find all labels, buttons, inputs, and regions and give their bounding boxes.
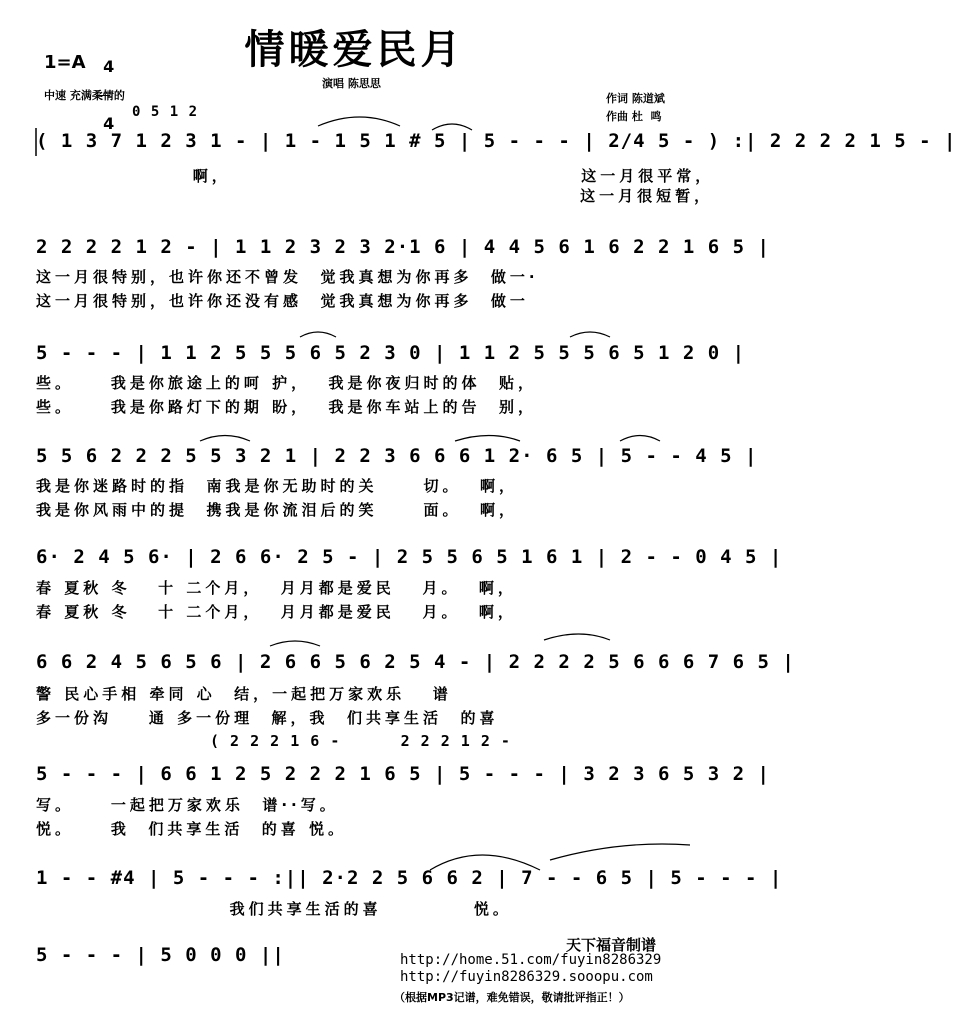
score-line-8: 1 - - #4 | 5 - - - :|| 2·2 2 5 6 6 2 | 7 - - 6 5 | 5 - - - | xyxy=(36,867,783,889)
tempo-marking: 中速 充满柔情的 xyxy=(44,89,125,102)
slur xyxy=(430,855,540,870)
lyrics-line-6a: 警 民心手相 牵同 心 结，一起把万家欢乐 谱 xyxy=(36,685,452,703)
lyrics-line-5b: 春 夏秋 冬 十 二个月， 月月都是爱民 月。 啊， xyxy=(36,603,517,621)
lyrics-line-3a: 些。 我是你旅途上的呵 护， 我是你夜归时的体 贴， xyxy=(36,374,538,392)
page-title: 情暖爱民月 xyxy=(244,27,465,73)
score-line-7: 5 - - - | 6 6 1 2 5 2 2 2 1 6 5 | 5 - - - | 3 2 3 6 5 3 2 | xyxy=(36,763,770,785)
lyricist-credit: 作词 陈道斌 xyxy=(606,92,665,105)
url-sooopu[interactable]: http://fuyin8286329.sooopu.com xyxy=(400,969,653,985)
lyrics-line-4b: 我是你风雨中的提 携我是你流泪后的笑 面。 啊， xyxy=(36,501,519,519)
lyrics-line-2a: 这一月很特别，也许你还不曾发 觉我真想为你再多 做一· xyxy=(36,268,539,286)
lyrics-line-6b: 多一份沟 通 多一份理 解，我 们共享生活 的喜 xyxy=(36,709,499,727)
singer-credit: 演唱 陈思思 xyxy=(322,77,381,90)
brand-label: 天下福音制谱 xyxy=(566,936,657,954)
time-sig-top: 4 xyxy=(103,57,115,76)
slur xyxy=(318,117,400,126)
pickup-notes: 0 5 1 2 xyxy=(132,104,199,120)
slur xyxy=(455,436,520,442)
lyrics-line-7a: 写。 一起把万家欢乐 谱··写。 xyxy=(36,796,339,814)
key-signature: 1=A xyxy=(44,52,86,73)
slur xyxy=(570,332,610,337)
slur xyxy=(270,641,320,646)
time-sig-bottom: 4 xyxy=(103,114,115,133)
lyrics-line-4a: 我是你迷路时的指 南我是你无助时的关 切。 啊， xyxy=(36,477,519,495)
composer-credit: 作曲 杜 鸣 xyxy=(606,110,662,123)
lyrics-line-3b: 些。 我是你路灯下的期 盼， 我是你车站上的告 别， xyxy=(36,398,538,416)
slur xyxy=(620,436,660,442)
slur xyxy=(432,124,472,130)
score-line-9: 5 - - - | 5 0 0 0 || xyxy=(36,944,285,966)
lyrics-line-2b: 这一月很特别，也许你还没有感 觉我真想为你再多 做一 xyxy=(36,292,529,310)
slur xyxy=(200,436,250,442)
lyrics-line-7b: 悦。 我 们共享生活 的喜 悦。 xyxy=(36,820,348,838)
score-line-5: 6· 2 4 5 6· | 2 6 6· 2 5 - | 2 5 5 6 5 1 6 1 | 2 - - 0 4 5 | xyxy=(36,546,783,568)
score-line-1: ( 1 3 7 1 2 3 1 - | 1 - 1 5 1 # 5 | 5 - - - | 2/4 5 - ) :| 2 2 2 2 1 5 - | xyxy=(36,130,956,152)
score-line-4: 5 5 6 2 2 2 5 5 3 2 1 | 2 2 3 6 6 6 1 2· 6 5 | 5 - - 4 5 | xyxy=(36,445,758,467)
url-home[interactable]: http://home.51.com/fuyin8286329 xyxy=(400,952,662,968)
score-line-2: 2 2 2 2 1 2 - | 1 1 2 3 2 3 2·1 6 | 4 4 5 6 1 6 2 2 1 6 5 | xyxy=(36,236,770,258)
alt-notes-line-7: ( 2 2 2 1 6 - 2 2 2 1 2 - xyxy=(210,732,511,750)
lyrics-line-5a: 春 夏秋 冬 十 二个月， 月月都是爱民 月。 啊， xyxy=(36,579,517,597)
slur xyxy=(550,844,690,860)
score-line-6: 6 6 2 4 5 6 5 6 | 2 6 6 5 6 2 5 4 - | 2 2 2 2 5 6 6 6 7 6 5 | xyxy=(36,651,795,673)
footer-note: （根据MP3记谱，难免错误，敬请批评指正！） xyxy=(394,991,630,1004)
score-line-3: 5 - - - | 1 1 2 5 5 5 6 5 2 3 0 | 1 1 2 5 5 5 6 5 1 2 0 | xyxy=(36,342,746,364)
lyrics-line-1a: 啊， 这一月很平常， xyxy=(36,167,715,185)
slur xyxy=(300,332,336,337)
lyrics-line-1b: 这一月很短暂， xyxy=(36,187,714,205)
lyrics-line-8a: 我们共享生活的喜 悦。 xyxy=(36,900,512,918)
slur xyxy=(544,634,610,640)
